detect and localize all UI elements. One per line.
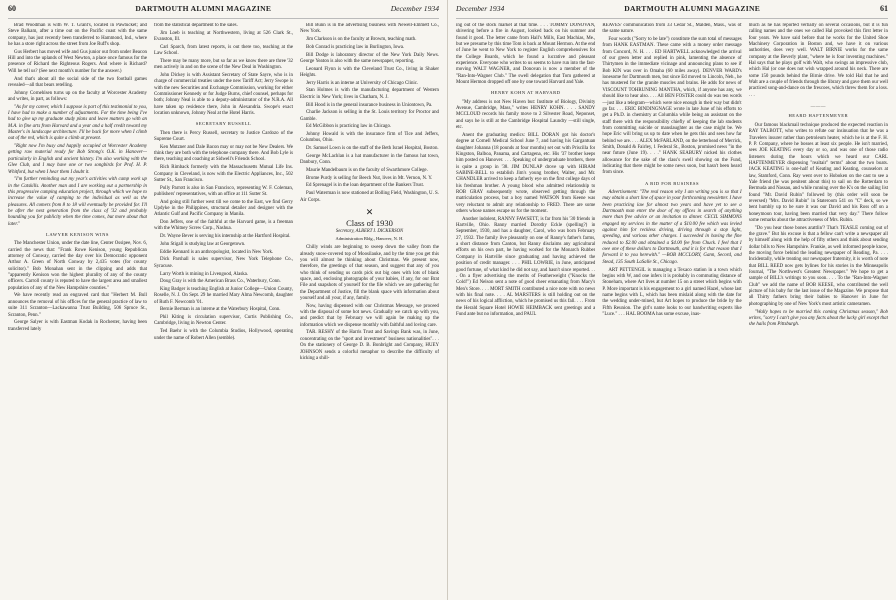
magazine-title: DARTMOUTH ALUMNI MAGAZINE (624, 4, 761, 13)
paragraph: Advertisement: "The real reason why I am writing you is so that I may obtain a short line of space in your forthcoming newsletter. I have been practicing law for almost two years and have yet to see a Dartmouth man enter the door of my offices in search of anything more than free advice or an invitation to dinner. CECIL SIMMONS engaged my services in the matter of a $10.00 fee which was levied against him for reckless driving, driving through a stop light, speeding, and various other charges. I succeeded in having the fine reduced to $2.00 and obtained a $4.00 fee from Chuck. I feel that I owe one of these dollars to Dartmouth, and it is for that reason that I forward it to you herewith." —BOB MCCLORY, Gann, Secord, and Stead, 135 South LaSalle St., Chicago. (602, 189, 742, 265)
paragraph: "I'm further reminding out my year's activities with camp work up in the Catskills. Another man and I are working out a partnership in this progressive camping education project, through which we hope to increase the value of camping to the individual as well as the pleasures. All comers from 8 to 18 will eventually be provided for. I'll be after the next generation from the class of '32 and probably hounding you for publicity when the time comes, but more about that later." (8, 177, 147, 227)
paragraph: Ken Mutzner and Dale Bacon may or may not be New Dealers. We think they are both with the telephone company there. And Bob Lyle is there, teaching and coaching at Sidwell's Friends School. (154, 144, 293, 163)
class-address: Administration Bldg., Hanover, N. H. (335, 235, 404, 241)
paragraph: Bill Hood is in the general insurance business in Uniontown, Pa. (306, 102, 433, 108)
column-1 (8, 23, 147, 599)
paragraph: We have recently read an engraved card that "Herbert M. Bull announces the removal of his offices for the general practice of law to suite 311 Scranton—Lackawanna Trust Building, 506 Spruce St., Scranton, Penn." (8, 293, 147, 318)
paragraph: REAVES' communication from 33 Cedar St., Malden, Mass., was of the same nature. (602, 23, 742, 35)
paragraph: Dr. Samuel Lown is on the staff of the Beth Israel Hospital, Boston. (306, 146, 439, 152)
paragraph: Jim Loeb is teaching at Northwestern, living at 526 Clark St., Evanston, Ill. (154, 30, 293, 43)
paragraph: from the statistical department to the sales. (154, 23, 238, 28)
paragraph: Jerry Harris is an interne at University of Chicago Clinic. (306, 80, 419, 86)
page-number: 60 (8, 4, 16, 13)
paragraph: Bill Dodge is laboratory director of the New York Daily News. George Yeaton is also with the same newspaper, reporting. (300, 52, 439, 64)
paragraph: Johnny Cornehlsen turns up on the faculty at Worcester Academy and writes, in part, as follows: (8, 90, 147, 102)
page-number: 61 (880, 4, 888, 13)
paragraph: Paul Waterman is now stationed at Bolling Field, Washington, U. S. Air Corps. (300, 191, 439, 203)
paragraph: Dr. Wayne Bever is serving his internship at the Hartford Hospital. (160, 234, 291, 240)
issue-date: December 1934 (456, 4, 505, 13)
paragraph: John Stigall is studying law at Georgetown. (160, 241, 246, 247)
left-columns (8, 23, 439, 599)
paragraph: "Right now I'm busy and happily occupied at Worcester Academy getting raw material ready for Bob Strong's O.K. in Hanover—particularly in English and ancient history. I'm also working with the Glee Club, and I may have one or two songbirds for Prof. H. P. Whitford, but when I hear them I doubt it. (8, 144, 147, 175)
column-1 (456, 23, 595, 599)
paragraph: Bob Conrad is practicing law in Burlington, Iowa. (306, 44, 405, 50)
paragraph: Johnny Howald is with the insurance firm of Tice and Jeffers, Columbus, Ohio. (300, 132, 439, 144)
paragraph: Jim Clarkson is on the faculty at Browm, teaching math. (306, 37, 417, 43)
paragraph: George Salyer is with Eastman Kodak in Rochester, having been transferred lately (8, 320, 147, 332)
paragraph: Chilly winds are beginning to sweep down the valley from the already snow-covered top of Moosilauke, and by the time you get this you will almost be thinking about Christmas. We present now, therefore, the greetings of that season, and suggest that any of you who think of sending us cards pick out big ones with lots of blank space, and, enclosing photographs of your babies, if any, for our Brat File and snapshots of yourself for the file which we are gathering for the Department of Justice, fill the blank space with information about yourself and all your, if any, family. (300, 245, 439, 301)
paragraph: "Wally hopes to be married this coming Christmas season," Bob writes, "sorry I can't give you any facts about the lucky girl except that she hails from Pittsburgh. (748, 309, 888, 328)
section-heading: HEARD HAFTENMEYER (788, 113, 849, 119)
paragraph: Brome Purdy is selling for Beech Nut, lives in Mt. Vernon, N. Y. (306, 175, 433, 181)
paragraph: Bill Bunn is in the advertising business with Newell-Emmett Co., New York. (300, 23, 439, 35)
paragraph: The Manchester Union, under the date line, Center Ossipee, Nov. 6, carried the news that: "Frank Rowe Kenison, young Republican attorney of Conway, carried the day over his Democratic opponent Arthur A. Green of North Conway by 2,435 votes (for county solicitor)." Bob Monahan sent in the clipping and adds that "apparently Kenison won the highest plurality of any of the county officers. Carroll county is reputed to have the largest area and smallest population of any of the New Hampshire counties." (8, 241, 147, 291)
class-secretary: Secretary, ALBERT I. DICKERSON (335, 228, 404, 234)
paragraph: Ted Baehr is with the Columbia Studios, Hollywood, operating under the name of Robert Allen (semble). (154, 329, 293, 341)
paragraph: Then there is Percy Russell, secretary to Justice Cardozo of the Supreme Court. (154, 130, 293, 143)
paragraph: Dick Parshall is sales supervisor, New York Telephone Co., Syracuse. (154, 257, 293, 269)
column-2 (154, 23, 293, 599)
paragraph: Bernie Berman is an interne at the Waterbury Hospital, Conn. (160, 307, 281, 313)
paragraph: Larry Worth is mining in Livengood, Alaska. (160, 271, 249, 277)
page-header (456, 4, 888, 19)
paragraph: Charlie Jackson is selling in the St. Louis territory for Proctor and Gamble. (300, 110, 439, 122)
page-header (8, 4, 439, 19)
paragraph: Eddie Kennard is an anthropologist, located in New York. (160, 249, 274, 255)
paragraph: Stan Holmes is with the manufacturing department of Western Electric in New York; lives in Chatham, N. J. (300, 88, 439, 100)
paragraph: Doug Gray is with the American Brass Co., Waterbury, Conn. (160, 279, 281, 285)
paragraph: There may be many more, but so far as we know there are three '32 men actively in and on the scene of the New Deal in Washington. (154, 58, 293, 71)
ornament-icon: ✕ (365, 206, 374, 217)
paragraph: Brad Woodman is with W. T. Grant's, located in Pawtucket; and Steve Balkam, after a time out on the Pacific coast with the same company, has just recently been transferred to Hammond, Ind., where he has a store right across the street from Joe Ruff's shop. (8, 23, 147, 48)
paragraph: Ed McGibbon is practicing law in Chicago. (306, 124, 392, 130)
column-2 (602, 23, 741, 599)
section-heading: SECRETARY RUSSELL (195, 121, 252, 127)
paragraph: John Dickey is with Assistant Secretary of State Sayre, who is in charge of commercial treaties under the new Tariff Act; Jerry Swope is with the new Securities and Exchange Commission, working for either Commissioner Kennedy or for Judge Burns, chief counsel, perhaps for both; Johnny Neal is able to a deputy-administrator of the N.R.A. All have taken up residence there, John in Alexandria. Swope's exact location unknown, Johnny Neal at the Hotel Harris. (154, 72, 293, 117)
paragraph: Leonard Flynn is with the Cleveland Trust Co., living in Shaker Heights. (300, 66, 439, 78)
paragraph: Ed Sprenagel is in the loan department of the Bankers Trust. (306, 183, 425, 189)
paragraph: Rich Rimback formerly with the Massachusetts Mutual Life Ins. Company in Cleveland, is now with the Electric Appliances, Inc., 502 Sutter St., San Francisco. (154, 165, 293, 183)
paragraph: George McLachlan is a hat manufacturer in the famous hat town, Danbury, Conn. (300, 153, 439, 166)
paragraph: ing out of the stock market at that time. . . . TOMMY DONOVAN, shivering before a fire in August, looked back on his summer and found it good. The letter came from Hall's Mills, East Machias, Me., but we presume by this time Tom is back at Mount Hermon. At the end of June he went to New York to register English comprehensives for the College Boards, which he found a lucrative and pleasant experience. Everyone who writes to us seems to have run into the fast-moving WALT WAGNER, and Donovan is now a member of the "Ran-Into-Wagner Club." The swell delegation that Tom gathered at Mount Hermon dropped off one by one toward Harvard and Yale. (456, 23, 596, 86)
column-3 (300, 23, 439, 599)
divider: ——— (810, 103, 826, 109)
issue-date: December 1934 (390, 4, 439, 13)
paragraph: Polly Parrott is also in San Francisco, representing W. F. Coleman, publishers' representatives, with an office at 111 Sutter St. (154, 185, 293, 197)
paragraph: "As for my career, which I suppose is part of this testimonial to you, I have had to make a number of adjustments. For the time being I've had to give up my graduate study plans and leave matters go with an M.A. in fine arts from Harvard and a year and a half credit toward my Master's in landscape architecture. I'll be back for more when I climb out of the red, which is quite a climb at present. (8, 104, 147, 142)
section-heading: A BID FOR BUSINESS (644, 180, 700, 186)
paragraph: Now, having dispensed with our Christmas Message, we proceed with the disposal of some hot news. Gradually we catch up with you, and predict that by February we will again be making up the information which we dispense monthly with faithful and loving care. (300, 303, 439, 328)
paragraph: Anent the graduating medics: BILL DORAN got his doctor's degree at Cornell Medical School June 7, and having his Gargantuan daughter Johanna (18 pounds at four months) set out with Priscilla for Kingston, Balboa, Panama, and Cartagena, etc. His '37 brother keeps him posted on Hanover. . . . Speaking of undergraduate brothers, there is quite a group in '38. JIM DUNLAP drove up with HIRAM SABINE-BELL to establish Jim's young brother, Walter, and Mr. CHANDLER arrived to keep a fatherly eye on the first college days of his freshman brother. A young blood who admitted relationship to ROB GRAY subsequently wrote, observed getting through the matriculation process, but a boy named WATSON from Keene was very reluctant to admit any relationship to FRED. There are some others whose names escape us for the moment. (456, 132, 596, 215)
paragraph: TAR. RESHY of the Harris Trust and Savings Bank was, in June, concentrating on the "sport and investment" business nationalities". . . On the stationery of George D. B. Bonbright and Company, HUEY JOHNSON sends a colorful metaphor to describe the difficulty of kicking a shill- (300, 330, 439, 361)
paragraph: Carl Sparch, from latest reports, is out there too, teaching at the Law School. (154, 44, 293, 57)
paragraph: Gus Herbert has moved wife and Gus junior out from under Beacon Hill and into the uplands of West Newton, a place once famous for the presence of Richard the Righteous Rogers. And where is Richard? Will he tell us? (See next month's number for the answer.) (8, 49, 147, 74)
paragraph: Four words ("Sorry to be late") constitute the sum total of messages from HANK EASTMAN. These came with a money order message from Concord, N. H. . . . ED HARTWELL acknowledged the arrival of our green letter and replied in pink, lamenting the absence of Thirtymen in the immediate vicinage and announcing plans to see if Bob KIN was over in Omaha (60 miles away). DENVER WARD's lonesome for Dartmouth men, but since Ed moved to Lincoln, Neb., he has mustered for the granite muscles and brains. He adds for news of VISCOUNT TOHRUNING MANTHA, which, if anyone has any, we should like to hear also. . . . All BEN FOSTER could do was ten words—just like a telegram—which were nice enough in their way but didn't go far. . . . ERIC BINDINGNAGE wrote in late June of his efforts to get a Ph.D. in chemistry at Columbia while being an assistant on the staff there with the responsibility chiefly of keeping the lab students from committing suicide or manslaughter as the case might be. We hope Eric will bring us up to date when he gets this and sees how far behind we are. . . . ALEX McFARLAND, on the letterhead of Merrick, Smith, Donald & Fairley, 1 Federal St., Boston, promised news "in the near future (June 19). . . ." HANK SEABURY nicked his clothes allowance for the sake of the class's swell showing on the Fund, indicating that there might be some news soon, but hasn't been heard from since. (602, 37, 742, 176)
section-heading: LAWYER KENISON WINS (46, 232, 109, 237)
paragraph: Maurie Mandelbaum is on the faculty of Swarthmore College. (306, 167, 428, 173)
paragraph: And that's about all the social side of the two football games revealed—all that bears retelling. (8, 76, 147, 88)
paragraph: King Badger is teaching English at Junior College—Union County, Roselle, N. J. On Sept. 29 he married Mary Alma Newcomb, daughter of Ruth F. Newcomb '01. (154, 286, 293, 305)
paragraph: And going still further west till we come to the East, we find Gerry Updyke in the Philippines, structural detailer and designer with the Atlantic Gulf and Pacific Company in Manila. (154, 199, 293, 218)
paragraph: Don Jeffers, one of the faithful at the Harvard game, is a freeman with the Whitney Screw Corp., Nashua. (154, 220, 293, 232)
paragraph: much as he has reported verbally on several occasions, but it is fun calling names and the ones we called Hal provoked this first letter in four years. We have said before that he works for the United Shoe Machinery Corporation in Boston and, we have it on various authorities, does very well. WALT BIRNIE works for the same company at the Beverly plant, "where he is four inventing machines." Hal says that he plays golf with Walt, who swings an impressive club, which Hal (or one does not wish wrapped around his neck. There are some 150 pounds behind the Birnie drive. We told Hal that he and Walt are a couple of friends through the library and gave them our well practiced song-and-dance on the frescoes, which threw them for a loss. . . . (748, 23, 888, 98)
paragraph: Our famous blackmail technique produced the expected reaction in RAY TALBOTT, who writes to refute our insinuation that he was a Travelers insurer rather than petroleum heater, which he is at the F. H. P. P. Company, where he bosses at least six people. He isn't married, sees JOE KEATING every day or so, and was one of those radio listeners during the hours which we heard our CARL HAFTENMEYER dispensing "realtair" terms" about the two boats. JACK KEATING is one-half of Keating and Keating, counselors at law, Stamford, Conn. Ray went over to Hoboken on the cast to see a Yale friend (he was penitent about this) to sail on the Rotterdam to Bermuda and Nassau, and while running over the K's on the sailing list found "Mr. David Rubin" followed by (this order will soon be reversed) "Mrs. David Rubin" in Stateroom 541 on "C" deck, so we bent humbly up to be sure it was our David and his Ross off on a honeymoon tour, having been married that very day." There follow some remarks about the attractiveness of Mrs. Rubin. (748, 122, 888, 223)
magazine-title: DARTMOUTH ALUMNI MAGAZINE (135, 4, 272, 13)
paragraph: ART PETTENGIL is managing a Texaco station in a town which begins with W, and one infers it is probably in commuting distance of Stoneham, where Art lives at number 15 on a street which begins with P. More important is his engagement to a girl named Hazel, whose last name begins with L, which has been mislaid along with the date for the wedding under-mined, but Art hopes to produce the bride by the Fifth Reunion. The girl's name looks to our handwriting experts like "Luce." . . . HAL BOOMA has some excuse, inas- (602, 267, 742, 317)
paragraph: Another indolent, RANNY FAWSETT, is far from his '30 friends in Hartville, Ohio. Ranny married Dorothy Eckle (spelling?) in September, 1930, and has a daughter, Carol, who was born February 27, 1932. The family live pleasantly on one of Ranny's father's farms, a short distance from Canton, but Ranny disclaims any agricultural efforts on his own part, he having worked for the Monarch Rubber Company in Hartville since graduating and having achieved the position of credit manager. . . . PHIL LOWRIE, in June, anticipated good fortune, of what kind he did not say, and hasn't since reported. . . . On a flyer advertising the merits of Featherweight ("Knocks the Cold!") Ed Nelson sent a note of good cheer emanating from Macy's Men's Store. . . . MORT SMITH contributed a nice note with no news with his final note. . . . AL MARSTERS is still holding out on the news of his logical affliction, which he promised us this fall. . . . From the Herald Square Hotel HOWIE HEIMBACK sent greetings and a Fund ante but no information, and PAUL (456, 216, 596, 317)
class-heading: Class of 1930 (346, 218, 393, 229)
paragraph: "My address is not New Haven but: Institute of Biology, Divinity Avenue, Cambridge, Mass," writes HENRY KOHN. . . . SANDY MCCLOUD records his family move to 2 Silvester Road, Neponset, and says he is still at the Cambridge Hospital Laundry —still single, etc. (456, 99, 596, 131)
right-page (448, 0, 896, 600)
paragraph: Phil Kiting is circulation supervisor, Curtis Publishing Co., Cambridge, living in Newton Center. (154, 315, 293, 327)
column-3 (749, 23, 888, 599)
paragraph: "Do you hear those bones arattlin'? That's TEASLE coming out of the grave." But his excuse is that a fellow can't write a newspaper all by himself along with the help of fifty others and think about sending dollar bills to New Hampshire. Frankie, as well informed people know, the moving force behind the leading newspaper of Reading, Pa. . . . Incidentally, while treating our newspaper fraternity, it is worth of note that BILL REED now gets bylines for his stories in the Minneapolis Journal, "The Northwest's Greatest Newspaper." We hope to get a sample of BILL's writings to you soon. . . . To the "Ran-Into-Wagner Club" we add the name of BOB KEESE, who contributed the well picture of his baby for the last issue of the Magazine. We propose that all Thirty fathers bring their babies to Hanover in June for photographing by one of New York's most artistic cameramen. (748, 225, 888, 307)
right-columns (456, 23, 888, 599)
section-heading: HENRY KOHN AT HARVARD (490, 90, 561, 96)
